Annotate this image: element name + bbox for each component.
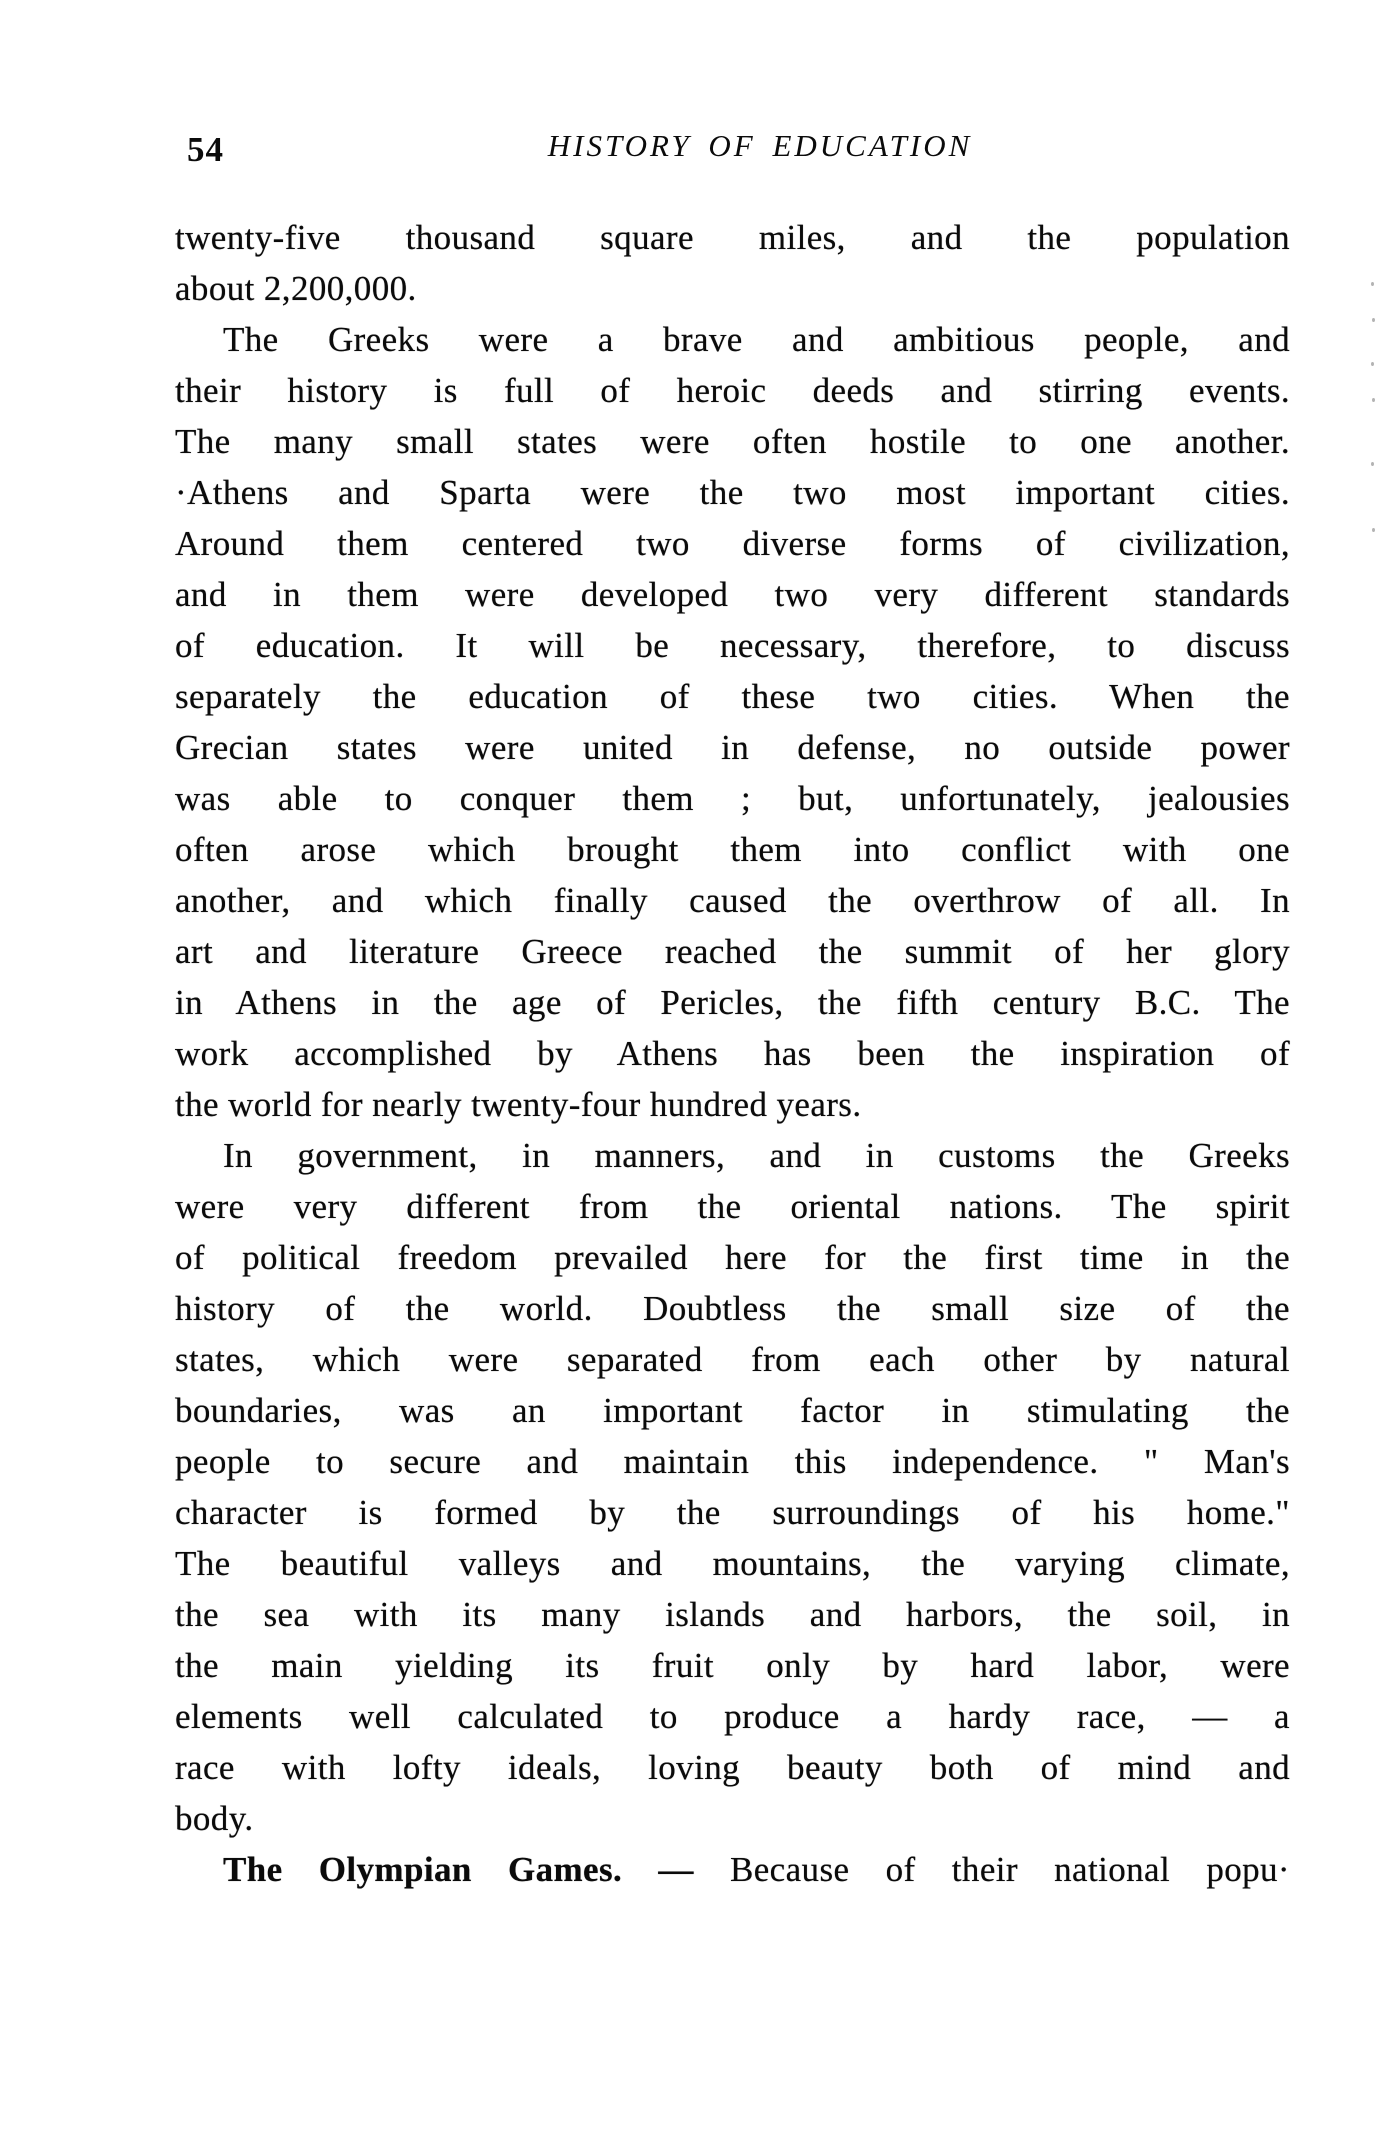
- text-line: the sea with its many islands and harbors, the soil, in: [175, 1595, 1290, 1634]
- text-line: and in them were developed two very different standards: [175, 575, 1290, 614]
- body-text: [175, 212, 1290, 1895]
- scan-speck: [1371, 462, 1374, 466]
- scan-speck: [1372, 528, 1375, 532]
- text-line: their history is full of heroic deeds and stirring events.: [175, 371, 1290, 410]
- text-line: The beautiful valleys and mountains, the varying climate,: [175, 1544, 1290, 1583]
- scan-speck: [1372, 318, 1375, 322]
- text-line: elements well calculated to produce a hardy race, — a: [175, 1697, 1290, 1736]
- scan-speck: [1372, 398, 1375, 402]
- page-number: 54: [187, 130, 224, 169]
- text-line: boundaries, was an important factor in stimulating the: [175, 1391, 1290, 1430]
- text-line: Around them centered two diverse forms of civilization,: [175, 524, 1290, 563]
- scan-speck: [1371, 362, 1374, 366]
- text-line: In government, in manners, and in customs the Greeks: [223, 1136, 1290, 1175]
- text-line: people to secure and maintain this independence. " Man's: [175, 1442, 1290, 1481]
- text-line: was able to conquer them ; but, unfortunately, jealousies: [175, 779, 1290, 818]
- text-line: in Athens in the age of Pericles, the fifth century B.C. The: [175, 983, 1290, 1022]
- text-line: of political freedom prevailed here for the first time in the: [175, 1238, 1290, 1277]
- text-line: Grecian states were united in defense, no outside power: [175, 728, 1290, 767]
- text-line: states, which were separated from each other by natural: [175, 1340, 1290, 1379]
- text-line: history of the world. Doubtless the small size of the: [175, 1289, 1290, 1328]
- text-line: another, and which finally caused the overthrow of all. In: [175, 881, 1290, 920]
- section-heading: The Olympian Games. —: [223, 1850, 694, 1889]
- text-line: The Greeks were a brave and ambitious people, and: [223, 320, 1290, 359]
- text-line: twenty-five thousand square miles, and the population: [175, 218, 1290, 257]
- running-header: [175, 128, 1290, 172]
- text-line: work accomplished by Athens has been the inspiration of: [175, 1034, 1290, 1073]
- text-line: ·Athens and Sparta were the two most important cities.: [175, 473, 1290, 512]
- text-line: were very different from the oriental nations. The spirit: [175, 1187, 1290, 1226]
- section-text: Because of their national popu·: [693, 1850, 1290, 1889]
- text-line section-heading-line: [175, 1844, 1290, 1895]
- running-title: HISTORY OF EDUCATION: [547, 128, 973, 163]
- scan-speck: [1371, 282, 1374, 286]
- text-line: about 2,200,000.: [175, 269, 417, 308]
- text-line: the world for nearly twenty-four hundred years.: [175, 1085, 862, 1124]
- text-line: art and literature Greece reached the summit of her glory: [175, 932, 1290, 971]
- text-line: separately the education of these two cities. When the: [175, 677, 1290, 716]
- text-line: The many small states were often hostile to one another.: [175, 422, 1290, 461]
- text-line: the main yielding its fruit only by hard labor, were: [175, 1646, 1290, 1685]
- text-line: character is formed by the surroundings of his home.": [175, 1493, 1290, 1532]
- text-line: body.: [175, 1799, 254, 1838]
- text-line: often arose which brought them into conflict with one: [175, 830, 1290, 869]
- text-line: race with lofty ideals, loving beauty both of mind and: [175, 1748, 1290, 1787]
- text-line: of education. It will be necessary, therefore, to discuss: [175, 626, 1290, 665]
